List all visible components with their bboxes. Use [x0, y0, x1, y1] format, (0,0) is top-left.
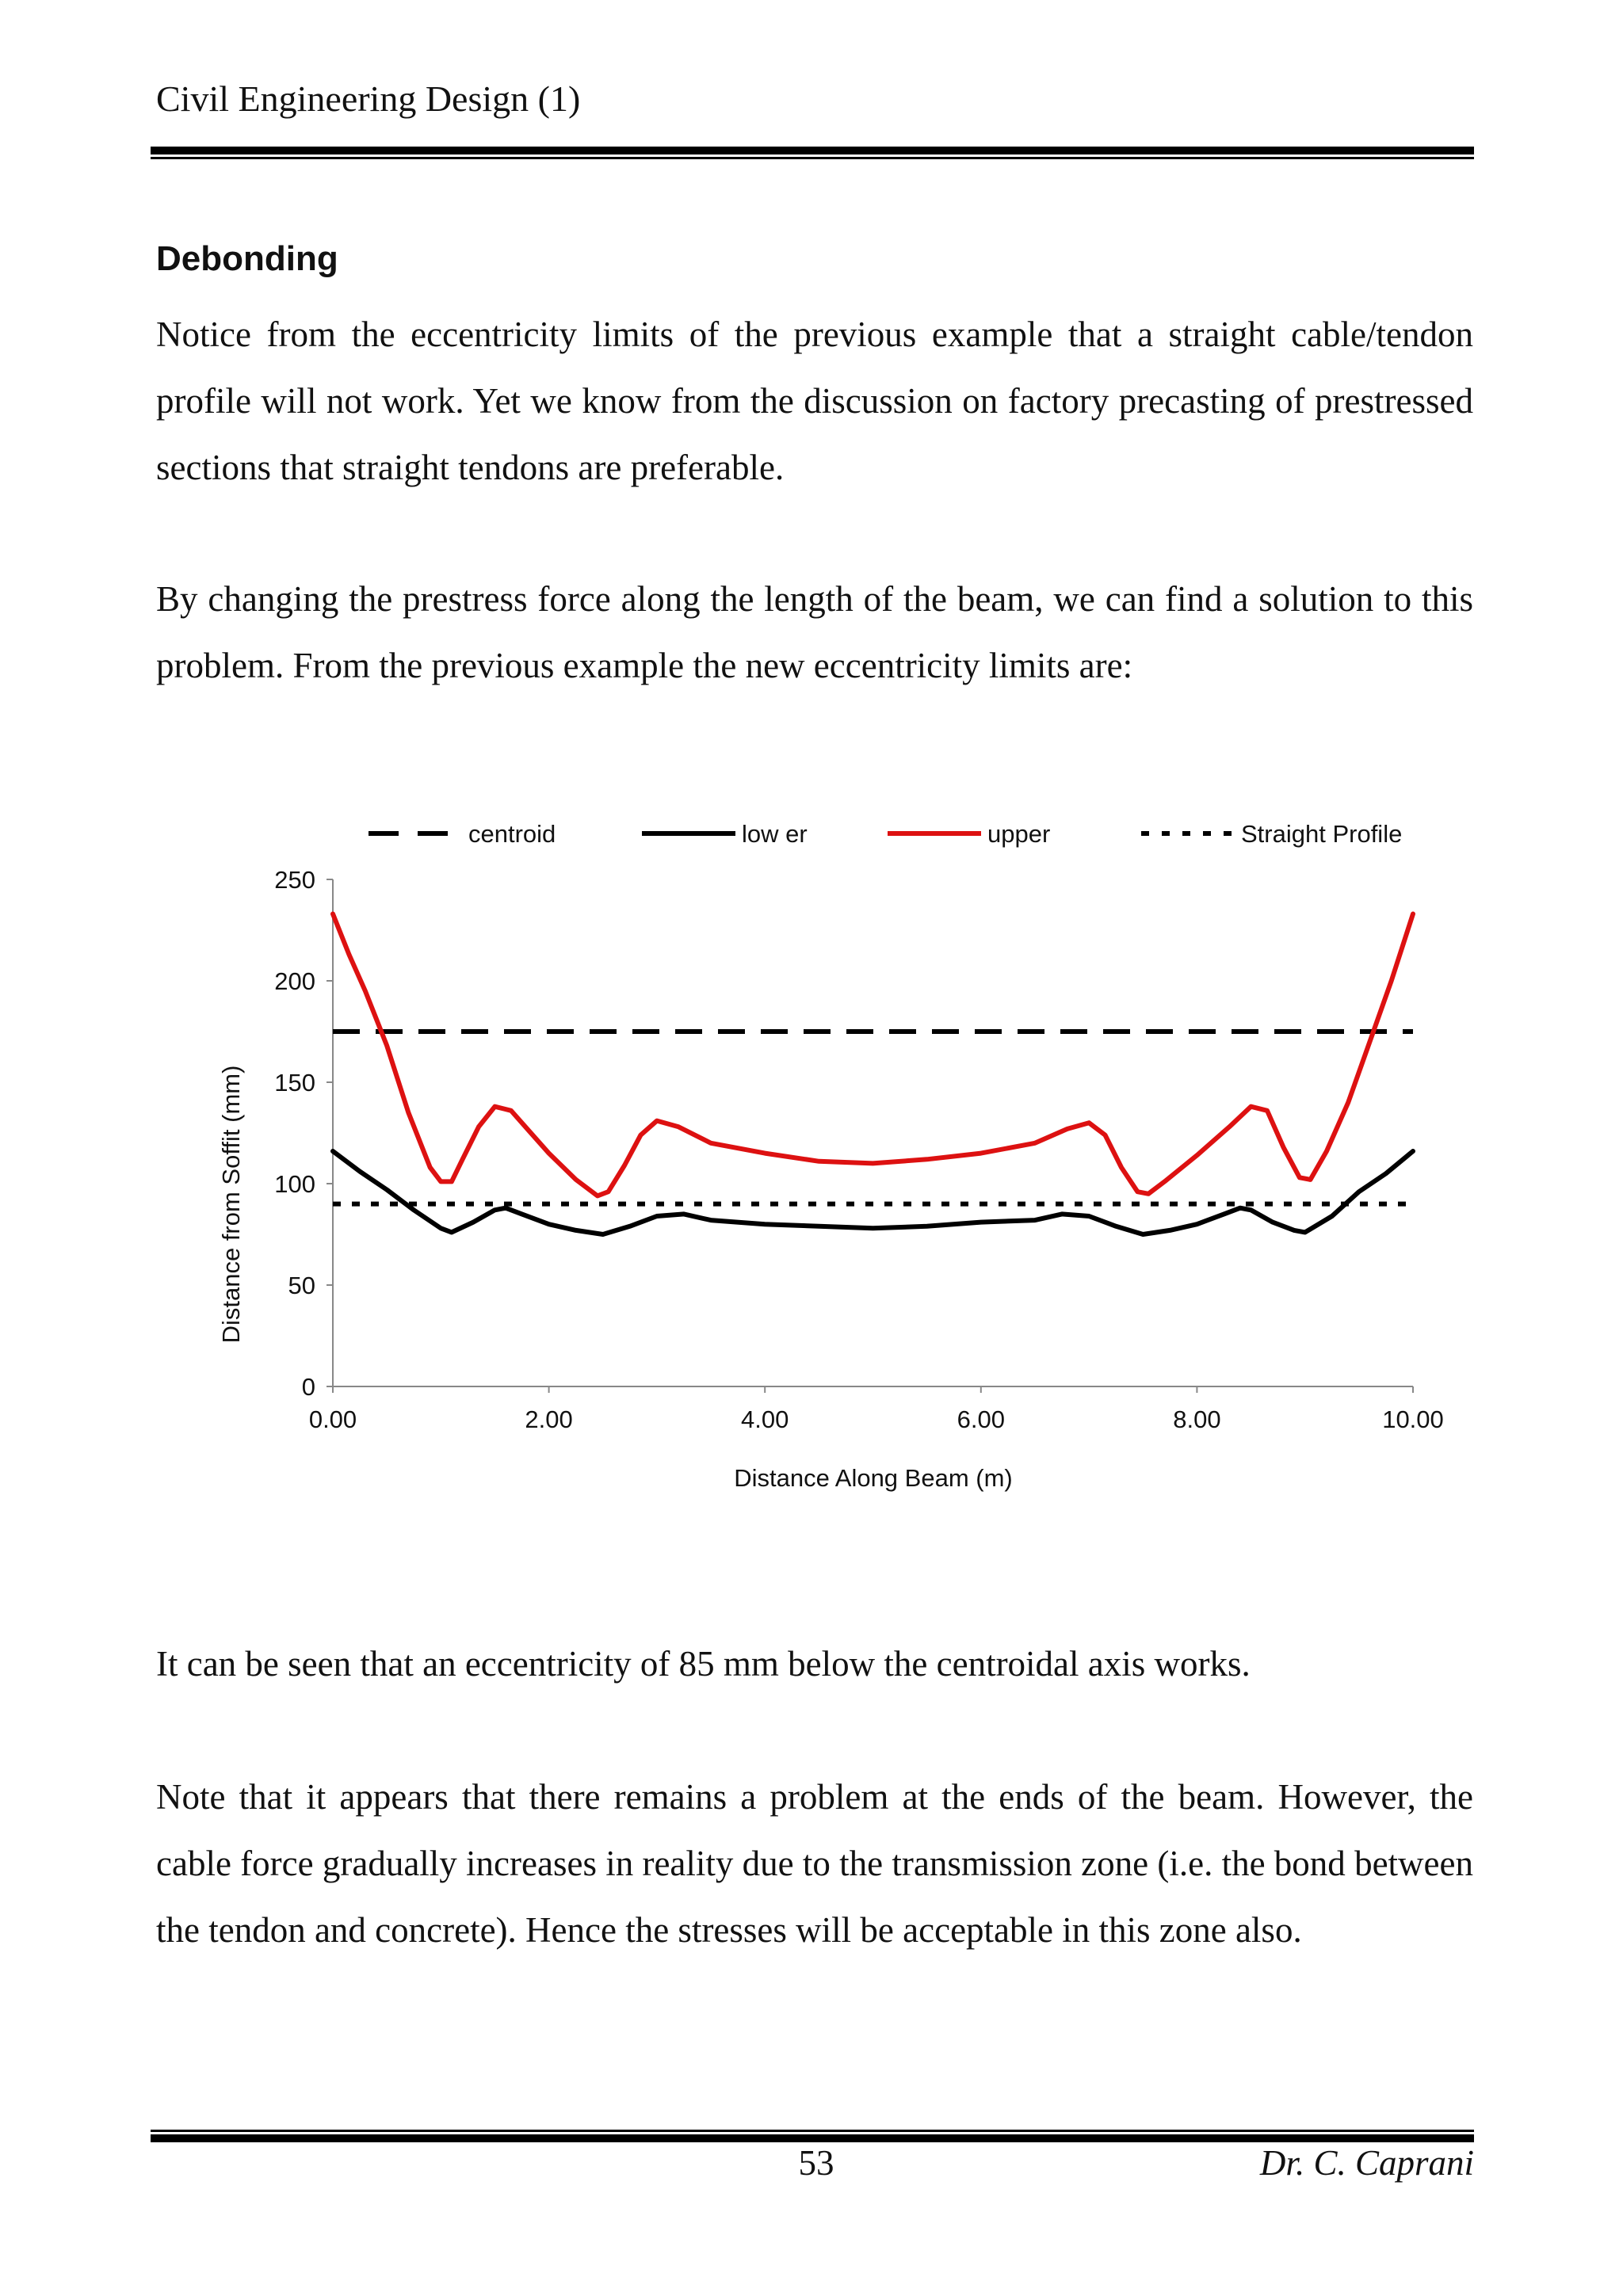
header-title: Civil Engineering Design (1)	[156, 78, 581, 119]
legend-label: upper	[987, 820, 1051, 848]
y-tick-label: 100	[274, 1170, 315, 1198]
x-tick-label: 10.00	[1382, 1405, 1444, 1433]
header-rule-thin	[151, 157, 1474, 159]
x-axis-label: Distance Along Beam (m)	[734, 1464, 1013, 1492]
footer-rule-thin	[151, 2130, 1474, 2132]
paragraph-3: It can be seen that an eccentricity of 85 mm below the centroidal axis works.	[156, 1644, 1251, 1684]
x-tick-label: 0.00	[308, 1405, 357, 1433]
y-tick-label: 250	[274, 866, 315, 894]
y-tick-label: 0	[301, 1373, 315, 1401]
paragraph-2: By changing the prestress force along the length of the beam, we can find a solution to this problem. From the previous example the new eccentricity limits are:	[156, 579, 1473, 685]
paragraph-1: Notice from the eccentricity limits of the previous example that a straight cable/tendon profile will not work. Yet we know from the discussion on factory precasting of prestressed sections that straight tendons are preferable.	[156, 315, 1473, 487]
y-tick-label: 50	[288, 1272, 315, 1299]
y-tick-label: 150	[274, 1069, 315, 1097]
page-number: 53	[798, 2143, 834, 2183]
x-tick-label: 2.00	[525, 1405, 573, 1433]
x-tick-label: 8.00	[1173, 1405, 1221, 1433]
x-tick-label: 6.00	[957, 1405, 1005, 1433]
header-rule-thick	[151, 147, 1474, 154]
paragraph-4: Note that it appears that there remains a problem at the ends of the beam. However, the cable force gradually increases in reality due to the transmission zone (i.e. the bond between the tendon and concrete). Hence the stresses will be acceptable in this zone also.	[156, 1777, 1473, 1950]
chart-series	[333, 914, 1413, 1235]
series-line-upper	[333, 914, 1413, 1196]
y-axis-label: Distance from Soffit (mm)	[217, 1065, 245, 1344]
eccentricity-chart	[190, 800, 1458, 1513]
footer-rule-thick	[151, 2134, 1474, 2142]
chart-legend	[369, 820, 1402, 848]
chart-axes	[274, 866, 1444, 1433]
legend-label: low er	[742, 820, 808, 848]
x-tick-label: 4.00	[741, 1405, 789, 1433]
legend-label: Straight Profile	[1241, 820, 1403, 848]
legend-label: centroid	[468, 820, 556, 848]
section-heading: Debonding	[156, 239, 338, 278]
author: Dr. C. Caprani	[1259, 2143, 1474, 2183]
y-tick-label: 200	[274, 967, 315, 995]
